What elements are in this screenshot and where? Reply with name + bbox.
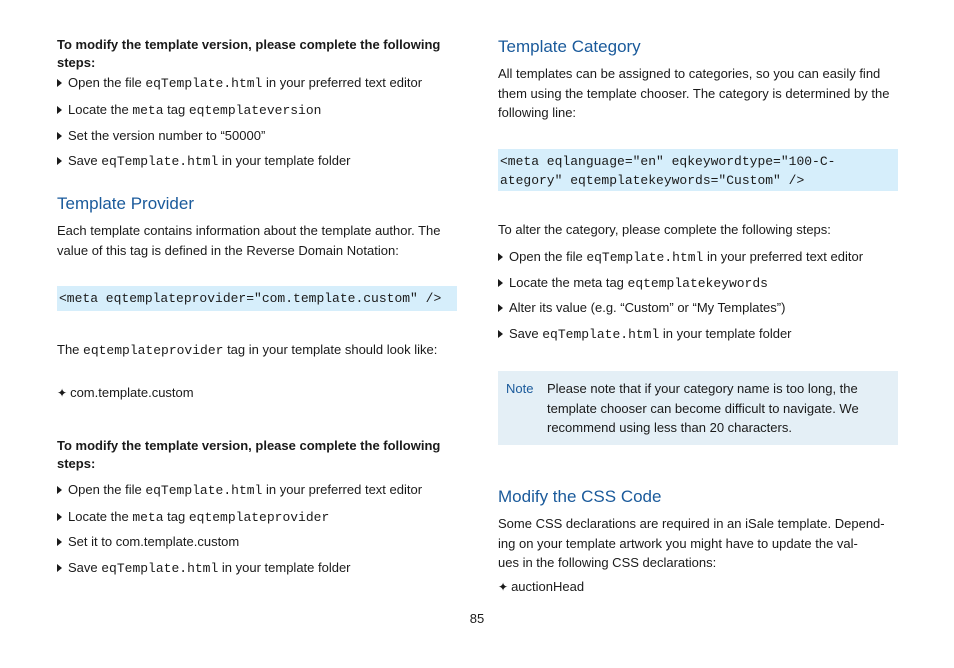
bullet-triangle-icon [57,132,62,140]
provider-example: ✦ com.template.custom [57,385,194,400]
step-item: Open the file eqTemplate.html in your preferred text editor [498,248,863,267]
css-heading: Modify the CSS Code [498,487,662,506]
step-item: Save eqTemplate.html in your template folder [57,559,351,578]
page-number: 85 [469,611,485,626]
step-item: Open the file eqTemplate.html in your preferred text editor [57,481,422,500]
star-bullet-icon: ✦ [57,386,68,400]
bullet-triangle-icon [57,513,62,521]
step-item: Locate the meta tag eqtemplateprovider [57,508,329,527]
alter-intro: To alter the category, please complete the following steps: [498,222,831,237]
step-item: Save eqTemplate.html in your template folder [498,325,792,344]
code-line: ategory" eqtemplatekeywords="Custom" /> [500,173,805,188]
bullet-triangle-icon [498,304,503,312]
provider-code-block: <meta eqtemplateprovider="com.template.custom" /> [57,286,457,311]
bullet-triangle-icon [57,538,62,546]
step-item: Open the file eqTemplate.html in your preferred text editor [57,74,422,93]
note-label: Note [506,381,534,396]
css-description: Some CSS declarations are required in an iSale template. Depend- ing on your template artwork you might have to update the val- ues in the following CSS declarations: [498,516,885,570]
step-item: Locate the meta tag eqtemplateversion [57,101,321,120]
bullet-triangle-icon [57,157,62,165]
bullet-triangle-icon [498,279,503,287]
step-item: Alter its value (e.g. “Custom” or “My Templates”) [498,299,785,317]
intro-steps-heading: To modify the template version, please complete the following steps: [57,37,441,70]
provider-description: Each template contains information about the template author. The value of this tag is defined in the Reverse Domain Notation: [57,223,441,258]
provider-should-look: The eqtemplateprovider tag in your template should look like: [57,342,438,358]
note-box [498,371,898,445]
code-line: <meta eqlanguage="en" eqkeywordtype="100-C- [500,154,836,169]
category-code-block [498,149,898,191]
bullet-triangle-icon [498,253,503,261]
category-heading: Template Category [498,37,641,56]
bullet-triangle-icon [498,330,503,338]
step-item: Set it to com.template.custom [57,533,239,551]
second-steps-heading: To modify the template version, please complete the following steps: [57,438,441,471]
provider-heading: Template Provider [57,194,195,213]
css-example: ✦ auctionHead [498,579,585,594]
category-description: All templates can be assigned to categories, so you can easily find them using the template chooser. The category is determined by the following line: [498,66,890,120]
bullet-triangle-icon [57,79,62,87]
step-item: Locate the meta tag eqtemplatekeywords [498,274,768,293]
note-text: Please note that if your category name is too long, the template chooser can become difficult to navigate. We recommend using less than 20 characters. [547,381,859,435]
bullet-triangle-icon [57,486,62,494]
bullet-triangle-icon [57,564,62,572]
star-bullet-icon: ✦ [498,580,509,594]
step-item: Save eqTemplate.html in your template folder [57,152,351,171]
step-item: Set the version number to “50000” [57,127,265,145]
bullet-triangle-icon [57,106,62,114]
